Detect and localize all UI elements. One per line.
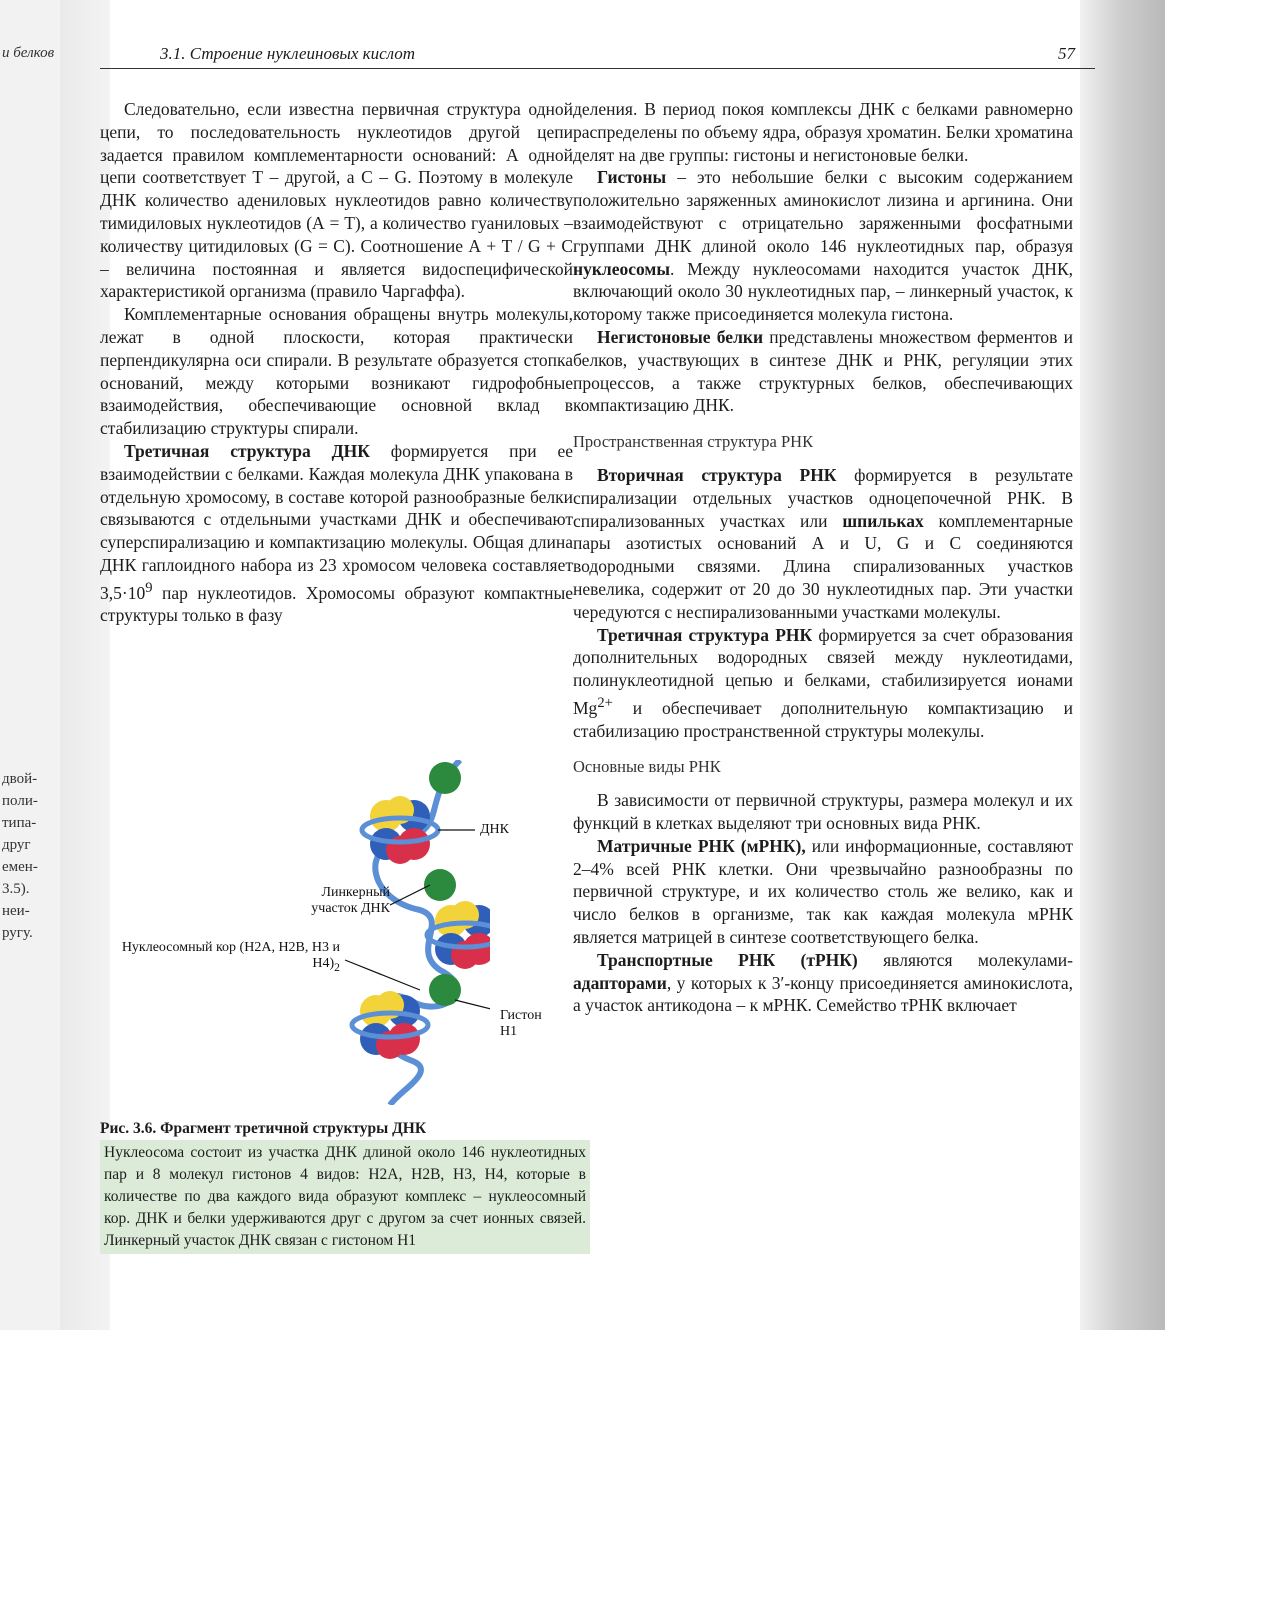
paragraph-text: . Между нуклеосомами находится участок ДНК, включающий около 30 нуклеотидных пар, – линкерный участок, к которому также присоединяется молекула гистона. bbox=[573, 258, 1073, 325]
scan-bottom-margin bbox=[0, 1330, 1280, 1600]
section-title: 3.1. Строение нуклеиновых кислот bbox=[160, 44, 416, 63]
paragraph-complementarity: Следовательно, если известна первичная структура одной цепи, то последовательность нуклеотидов другой цепи задается правилом комплементарности оснований: А одной цепи соответствует Т – другой, а С – G. Поэтому в молекуле ДНК количество адениловых нуклеотидов равно количеству тимидиловых нуклеотидов (А = Т), а количество гуаниловых – количеству цитидиловых (G = С). Соотношение А + Т / G + С – величина постоянная и является видоспецифической характеристикой организма (правило Чаргаффа). bbox=[100, 99, 573, 302]
label-linker: Линкерный участок ДНК bbox=[311, 885, 390, 916]
previous-page-fragment: двой- bbox=[2, 771, 38, 787]
nucleosome-core-3 bbox=[352, 991, 428, 1059]
paragraph-text: формируется при ее взаимодействии с белками. Каждая молекула ДНК упакована в отдельную хромосому, в составе которой разнообразные белки связываются с отдельными участками ДНК и обеспечивают суперспирализацию и компактизацию молекулы. Общая длина ДНК гаплоидного набора из 23 хромосом человека составляет 3,5·10 bbox=[100, 440, 573, 603]
leader-core bbox=[345, 960, 420, 990]
paragraph-tertiary-dna bbox=[100, 440, 573, 627]
running-header bbox=[100, 42, 1095, 69]
left-column bbox=[100, 98, 573, 627]
previous-page-fragment: друг bbox=[2, 837, 31, 853]
paragraph-trna bbox=[573, 949, 1073, 1017]
leader-h1 bbox=[455, 1000, 490, 1010]
paragraph-text: или информационные, составляют 2–4% всей РНК клетки. Они чрезвычайно разнообразны по первичной структуре, и их количество столь же велико, как и число белков в организме, так как каждая молекула мРНК является матрицей в синтезе соответствующего белка. bbox=[573, 835, 1073, 947]
previous-page-fragment: типа- bbox=[2, 815, 37, 831]
label-histone-h1: Гистон Н1 bbox=[500, 1008, 542, 1039]
paragraph-secondary-rna bbox=[573, 464, 1073, 624]
paragraph-text: , у которых к 3′-концу присоединяется аминокислота, а участок антикодона – к мРНК. Семейство тРНК включает bbox=[573, 972, 1073, 1016]
paragraph-text: являются молекулами- bbox=[857, 949, 1073, 970]
term-nonhistone: Негистоновые белки bbox=[597, 326, 764, 347]
figure-caption bbox=[100, 1118, 590, 1254]
term-histones: Гистоны bbox=[597, 167, 667, 188]
previous-page-fragment: поли- bbox=[2, 793, 38, 809]
label-core-subscript: 2 bbox=[334, 960, 340, 974]
subheading-rna-structure: Пространственная структура РНК bbox=[573, 432, 814, 452]
term-secondary-rna: Вторичная структура РНК bbox=[597, 464, 837, 485]
paragraph-mrna bbox=[573, 835, 1073, 949]
term-trna: Транспортные РНК (тРНК) bbox=[597, 949, 858, 970]
term-adaptors: адапторами bbox=[573, 972, 667, 993]
leader-linker bbox=[390, 885, 430, 905]
paragraph-text: комплементарные пары азотистых оснований А и U, G и С соединяются водородными связями. Длина спирализованных участков невелика, содержит от 20 до 30 нуклеотидных пар. Эти участки чередуются с неспирализованными участками молекулы. bbox=[573, 510, 1073, 622]
paragraph-text: формируется за счет образования дополнительных водородных связей между нуклеотидами, полинуклеотидной цепью и белками, стабилизируется ионами Mg bbox=[573, 624, 1074, 718]
right-column bbox=[573, 98, 1073, 1017]
term-tertiary-rna: Третичная структура РНК bbox=[597, 624, 813, 645]
term-hairpins: шпильках bbox=[842, 510, 924, 531]
nucleosome-core-2 bbox=[427, 901, 490, 969]
superscript: 2+ bbox=[597, 694, 613, 711]
subheading-rna-types: Основные виды РНК bbox=[573, 757, 721, 777]
book-page bbox=[60, 0, 1100, 1330]
paragraph-nonhistone bbox=[573, 326, 1073, 417]
label-dna: ДНК bbox=[480, 822, 509, 837]
paragraph-text: пар нуклеотидов. Хромосомы образуют компактные структуры только в фазу bbox=[100, 582, 573, 626]
nucleosome-illustration bbox=[120, 760, 490, 1105]
paragraph-text: – это небольшие белки с высоким содержанием положительно заряженных аминокислот лизина и аргинина. Они взаимодействуют с отрицательно заряженными фосфатными группами ДНК длиной около 146 нуклеотидных пар, образуя bbox=[573, 167, 1073, 256]
paragraph-text: представлены множеством ферментов и белков, участвующих в синтезе ДНК и РНК, регуляции этих процессов, а также структурных белков, обеспечивающих компактизацию ДНК. bbox=[573, 326, 1073, 416]
previous-page-fragment: 3.5). bbox=[2, 881, 30, 897]
label-nucleosome-core bbox=[120, 940, 340, 976]
paragraph-rna-types: В зависимости от первичной структуры, размера молекул и их функций в клетках выделяют три основных вида РНК. bbox=[573, 790, 1073, 833]
term-tertiary-dna: Третичная структура ДНК bbox=[124, 440, 370, 461]
term-nucleosomes: нуклеосомы bbox=[573, 258, 671, 279]
paragraph-bases-stack: Комплементарные основания обращены внутрь молекулы, лежат в одной плоскости, которая практически перпендикулярна оси спирали. В результате образуется стопка оснований, между которыми возникают гидрофобные взаимодействия, обеспечивающие основной вклад в стабилизацию структуры спирали. bbox=[100, 304, 573, 439]
histone-h1-ball bbox=[429, 974, 461, 1006]
previous-page-fragment: ругу. bbox=[2, 925, 33, 941]
paragraph-tertiary-rna bbox=[573, 624, 1073, 743]
previous-page-edge bbox=[0, 0, 60, 1330]
previous-page-fragment: неи- bbox=[2, 903, 30, 919]
nucleosome-figure bbox=[120, 760, 542, 1105]
term-mrna: Матричные РНК (мРНК), bbox=[597, 835, 806, 856]
caption-title: Рис. 3.6. Фрагмент третичной структуры ДНК bbox=[100, 1120, 427, 1137]
histone-h1-ball bbox=[429, 762, 461, 794]
previous-page-fragment: емен- bbox=[2, 859, 38, 875]
paragraph-chromatin: деления. В период покоя комплексы ДНК с белками равномерно распределены по объему ядра, образуя хроматин. Белки хроматина делят на две группы: гистоны и негистоновые белки. bbox=[573, 99, 1073, 165]
page-number: 57 bbox=[1058, 44, 1075, 63]
paragraph-text: и обеспечивает дополнительную компактизацию и стабилизацию пространственной структуры молекулы. bbox=[573, 697, 1073, 741]
paragraph-text: формируется в результате спирализации отдельных участков одноцепочечной РНК. В спирализованных участках или bbox=[573, 464, 1073, 531]
exponent: 9 bbox=[145, 579, 153, 596]
label-core-text: Нуклеосомный кор (Н2А, Н2В, Н3 и Н4) bbox=[121, 940, 340, 971]
caption-body: Нуклеосома состоит из участка ДНК длиной около 146 нуклеотидных пар и 8 молекул гистонов 4 видов: Н2А, Н2В, Н3, Н4, которые в количестве по два каждого вида образуют комплекс – нуклеосомный кор. ДНК и белки удерживаются друг с другом за счет ионных связей. Линкерный участок ДНК связан с гистоном Н1 bbox=[100, 1140, 590, 1254]
paragraph-histones bbox=[573, 166, 1073, 326]
previous-header-fragment: и белков bbox=[2, 45, 55, 61]
